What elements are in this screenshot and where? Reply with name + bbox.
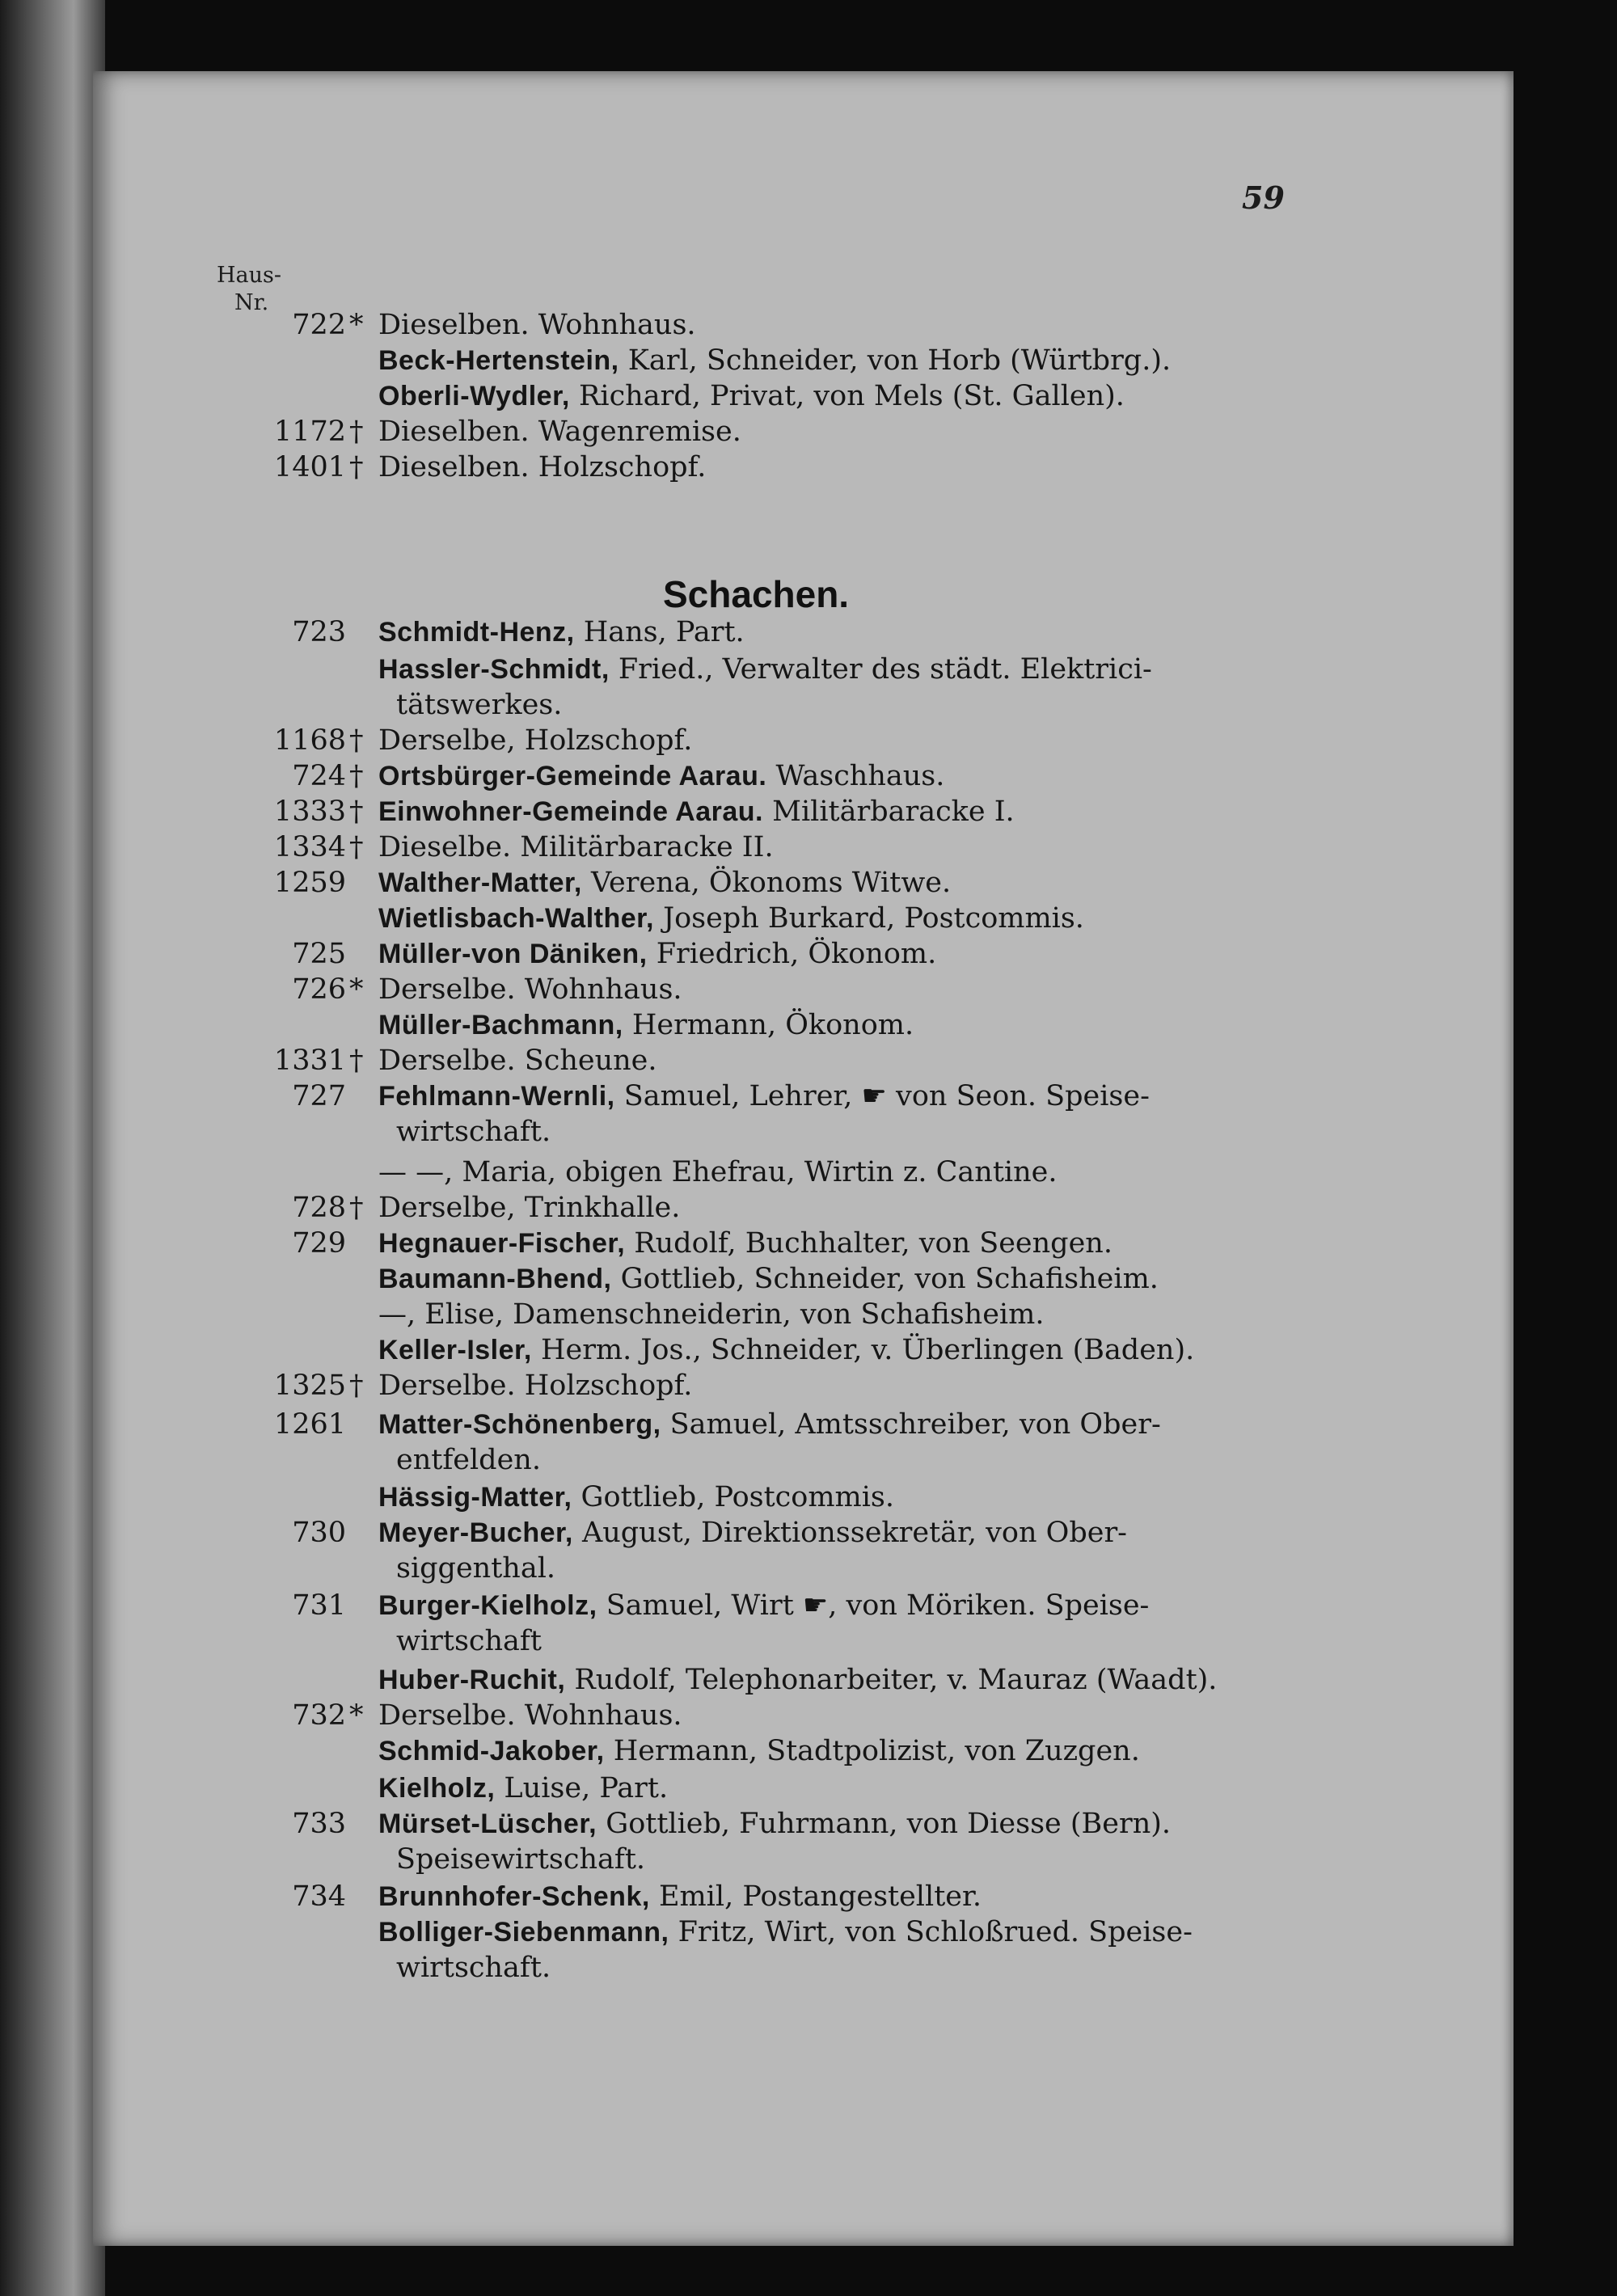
entry-details: Emil, Postangestellter. (649, 1880, 982, 1913)
header-line-2: Nr. (234, 290, 269, 315)
entry-text (378, 1879, 982, 1914)
resident-name: Burger-Kielholz, (378, 1590, 597, 1621)
entry-details: Hans, Part. (574, 616, 745, 648)
entry-text (378, 865, 951, 901)
entry-details: Fried., Verwalter des städt. Elektrici- (609, 653, 1152, 686)
directory-row (0, 936, 1617, 972)
resident-name: Oberli-Wydler, (378, 381, 570, 412)
directory-row (0, 1407, 1617, 1442)
entry-text (378, 1007, 914, 1043)
entry-text (378, 901, 1084, 936)
entry-text (378, 829, 774, 865)
directory-row (0, 1154, 1617, 1190)
entry-details: Karl, Schneider, von Horb (Würtbrg.). (619, 344, 1172, 377)
house-number: 1333 (273, 796, 346, 828)
resident-name: Bolliger-Siebenmann, (378, 1917, 669, 1948)
house-number: 1259 (273, 867, 346, 899)
section-title: Schachen. (663, 573, 850, 615)
entry-details: Luise, Part. (495, 1772, 669, 1804)
entry-text (378, 1771, 668, 1806)
entry-details: Derselbe, Holzschopf. (378, 724, 693, 757)
entry-text (396, 1551, 555, 1586)
resident-name: Schmid-Jakober, (378, 1736, 605, 1766)
entry-text (378, 1588, 1149, 1623)
resident-name: Müller-Bachmann, (378, 1010, 623, 1040)
entry-details: siggenthal. (396, 1552, 556, 1585)
directory-row (0, 1515, 1617, 1551)
entry-details: August, Direktionssekretär, von Ober- (572, 1517, 1128, 1549)
resident-name: Kielholz, (378, 1773, 496, 1804)
resident-name: Keller-Isler, (378, 1335, 532, 1365)
resident-name: Hegnauer-Fischer, (378, 1228, 626, 1259)
entry-text (378, 723, 692, 758)
entry-text (378, 1515, 1127, 1551)
resident-name: Matter-Schönenberg, (378, 1409, 661, 1440)
resident-name: Mürset-Lüscher, (378, 1809, 597, 1839)
resident-name: Walther-Matter, (378, 867, 582, 898)
entry-text (378, 972, 682, 1007)
entry-text (378, 449, 706, 485)
entry-text (378, 1154, 1057, 1190)
entry-details: Verena, Ökonoms Witwe. (581, 867, 952, 899)
directory-row (0, 1332, 1617, 1368)
directory-row (0, 1261, 1617, 1297)
directory-row (0, 1879, 1617, 1914)
entry-symbol: † (349, 760, 364, 792)
directory-row (0, 1662, 1617, 1698)
directory-row (0, 1479, 1617, 1515)
entry-details: Derselbe. Wohnhaus. (378, 1699, 682, 1732)
entry-details: Rudolf, Buchhalter, von Seengen. (625, 1227, 1112, 1260)
entry-details: Dieselben. Wagenremise. (378, 416, 741, 448)
entry-details: Hermann, Stadtpolizist, von Zuzgen. (604, 1735, 1140, 1767)
house-number: 1331 (273, 1045, 346, 1077)
entry-text (378, 1043, 657, 1078)
entry-text (378, 1190, 680, 1226)
entry-details: Derselbe. Holzschopf. (378, 1370, 693, 1402)
directory-row (0, 1842, 1617, 1877)
entry-text (378, 1914, 1193, 1950)
house-number: 725 (292, 938, 346, 970)
entry-details: Rudolf, Telephonarbeiter, v. Mauraz (Waadt). (565, 1664, 1218, 1696)
directory-row (0, 1914, 1617, 1950)
resident-name: Ortsbürger-Gemeinde Aarau. (378, 761, 767, 791)
entry-symbol: † (349, 724, 364, 757)
directory-row (0, 378, 1617, 414)
entry-text (378, 1261, 1159, 1297)
entry-text (378, 1479, 894, 1515)
directory-row (0, 1078, 1617, 1114)
entry-text (396, 1950, 551, 1986)
house-number: 1168 (273, 724, 346, 757)
entry-text (378, 1407, 1161, 1442)
house-number: 727 (292, 1080, 346, 1112)
house-number: 1261 (273, 1408, 346, 1441)
directory-row (0, 1368, 1617, 1403)
directory-row (0, 1226, 1617, 1261)
entry-details: — —, Maria, obigen Ehefrau, Wirtin z. Cantine. (378, 1156, 1058, 1188)
house-number: 723 (292, 616, 346, 648)
directory-row (0, 1623, 1617, 1659)
entry-symbol: † (349, 831, 364, 863)
resident-name: Einwohner-Gemeinde Aarau. (378, 796, 763, 827)
entry-details: Fritz, Wirt, von Schloßrued. Speise- (669, 1916, 1193, 1948)
entry-details: Dieselben. Holzschopf. (378, 451, 707, 483)
entry-symbol: † (349, 1192, 364, 1224)
entry-text (378, 1368, 692, 1403)
house-number: 731 (292, 1589, 346, 1622)
directory-row (0, 1551, 1617, 1586)
entry-text (378, 614, 745, 650)
entry-text (378, 1297, 1044, 1332)
entry-details: wirtschaft. (396, 1952, 551, 1984)
resident-name: Hässig-Matter, (378, 1482, 572, 1513)
resident-name: Beck-Hertenstein, (378, 345, 619, 376)
directory-row (0, 972, 1617, 1007)
entry-text (378, 378, 1125, 414)
directory-row (0, 1043, 1617, 1078)
entry-details: Richard, Privat, von Mels (St. Gallen). (569, 380, 1125, 412)
house-number: 726 (292, 973, 346, 1006)
entry-details: Dieselben. Wohnhaus. (378, 309, 696, 341)
directory-row (0, 1950, 1617, 1986)
directory-row (0, 794, 1617, 829)
directory-row (0, 1771, 1617, 1806)
house-number: 1401 (273, 451, 346, 483)
directory-row (0, 614, 1617, 650)
house-number: 724 (292, 760, 346, 792)
house-number: 1325 (273, 1370, 346, 1402)
entry-text (378, 343, 1171, 378)
directory-row (0, 1442, 1617, 1478)
directory-row (0, 343, 1617, 378)
entry-details: Gottlieb, Fuhrmann, von Diesse (Bern). (597, 1808, 1172, 1840)
entry-symbol: * (349, 1699, 364, 1732)
directory-row (0, 758, 1617, 794)
house-number: 732 (292, 1699, 346, 1732)
header-line-1: Haus- (217, 263, 282, 288)
directory-row (0, 829, 1617, 865)
directory-row (0, 1698, 1617, 1733)
entry-details: Samuel, Lehrer, ☛ von Seon. Speise- (614, 1080, 1150, 1112)
house-number: 722 (292, 309, 346, 341)
entry-text (396, 1114, 551, 1150)
house-number: 730 (292, 1517, 346, 1549)
entry-text (378, 1806, 1171, 1842)
entry-text (378, 1226, 1112, 1261)
entry-details: Joseph Burkard, Postcommis. (653, 902, 1084, 935)
entry-symbol: † (349, 416, 364, 448)
entry-text (378, 414, 741, 449)
entry-symbol: † (349, 796, 364, 828)
entry-details: Gottlieb, Postcommis. (572, 1481, 895, 1513)
entry-text (378, 1662, 1217, 1698)
resident-name: Huber-Ruchit, (378, 1665, 566, 1695)
entry-symbol: † (349, 1370, 364, 1402)
entry-details: wirtschaft. (396, 1116, 551, 1148)
entry-text (396, 1442, 541, 1478)
entry-text (378, 652, 1152, 687)
entry-details: tätswerkes. (396, 689, 563, 721)
entry-details: Militärbaracke I. (763, 796, 1015, 828)
entry-details: entfelden. (396, 1444, 541, 1476)
resident-name: Hassler-Schmidt, (378, 654, 610, 685)
resident-name: Fehlmann-Wernli, (378, 1081, 615, 1112)
directory-row (0, 1190, 1617, 1226)
house-number: 729 (292, 1227, 346, 1260)
entry-text (378, 307, 696, 343)
entry-text (378, 794, 1015, 829)
house-number: 734 (292, 1880, 346, 1913)
entry-details: Waschhaus. (766, 760, 945, 792)
entry-details: Herm. Jos., Schneider, v. Überlingen (Baden). (531, 1334, 1195, 1366)
entry-text (378, 936, 936, 972)
resident-name: Wietlisbach-Walther, (378, 903, 654, 934)
directory-row (0, 1588, 1617, 1623)
entry-symbol: † (349, 451, 364, 483)
entry-text (378, 758, 944, 794)
directory-row (0, 1733, 1617, 1769)
directory-row (0, 1114, 1617, 1150)
entry-text (396, 1623, 542, 1659)
page-number: 59 (1242, 179, 1285, 216)
entry-symbol: † (349, 1045, 364, 1077)
entry-details: Hermann, Ökonom. (623, 1009, 914, 1041)
directory-row (0, 414, 1617, 449)
directory-row (0, 865, 1617, 901)
entry-symbol: * (349, 309, 364, 341)
entry-text (378, 1698, 682, 1733)
entry-details: —, Elise, Damenschneiderin, von Schafisheim. (378, 1298, 1045, 1331)
entry-details: Derselbe. Scheune. (378, 1045, 657, 1077)
entry-text (396, 687, 562, 723)
resident-name: Brunnhofer-Schenk, (378, 1881, 650, 1912)
house-number: 728 (292, 1192, 346, 1224)
entry-details: Friedrich, Ökonom. (647, 938, 937, 970)
entry-details: Samuel, Amtsschreiber, von Ober- (661, 1408, 1161, 1441)
entry-details: Samuel, Wirt ☛, von Möriken. Speise- (597, 1589, 1150, 1622)
house-number: 733 (292, 1808, 346, 1840)
house-number: 1172 (273, 416, 346, 448)
entry-symbol: * (349, 973, 364, 1006)
resident-name: Müller-von Däniken, (378, 939, 648, 969)
entry-text (396, 1842, 645, 1877)
resident-name: Baumann-Bhend, (378, 1264, 612, 1294)
entry-text (378, 1078, 1150, 1114)
directory-row (0, 1297, 1617, 1332)
directory-row (0, 687, 1617, 723)
directory-row (0, 652, 1617, 687)
house-number: 1334 (273, 831, 346, 863)
entry-details: Speisewirtschaft. (396, 1843, 646, 1876)
directory-row (0, 723, 1617, 758)
entry-details: Derselbe. Wohnhaus. (378, 973, 682, 1006)
resident-name: Schmidt-Henz, (378, 617, 575, 648)
entry-text (378, 1733, 1140, 1769)
directory-row (0, 307, 1617, 343)
directory-row (0, 901, 1617, 936)
entry-details: wirtschaft (396, 1625, 542, 1657)
entry-details: Derselbe, Trinkhalle. (378, 1192, 681, 1224)
entry-text (378, 1332, 1194, 1368)
directory-row (0, 1007, 1617, 1043)
entry-details: Dieselbe. Militärbaracke II. (378, 831, 774, 863)
entry-details: Gottlieb, Schneider, von Schafisheim. (611, 1263, 1159, 1295)
directory-row (0, 449, 1617, 485)
directory-row (0, 1806, 1617, 1842)
resident-name: Meyer-Bucher, (378, 1517, 573, 1548)
